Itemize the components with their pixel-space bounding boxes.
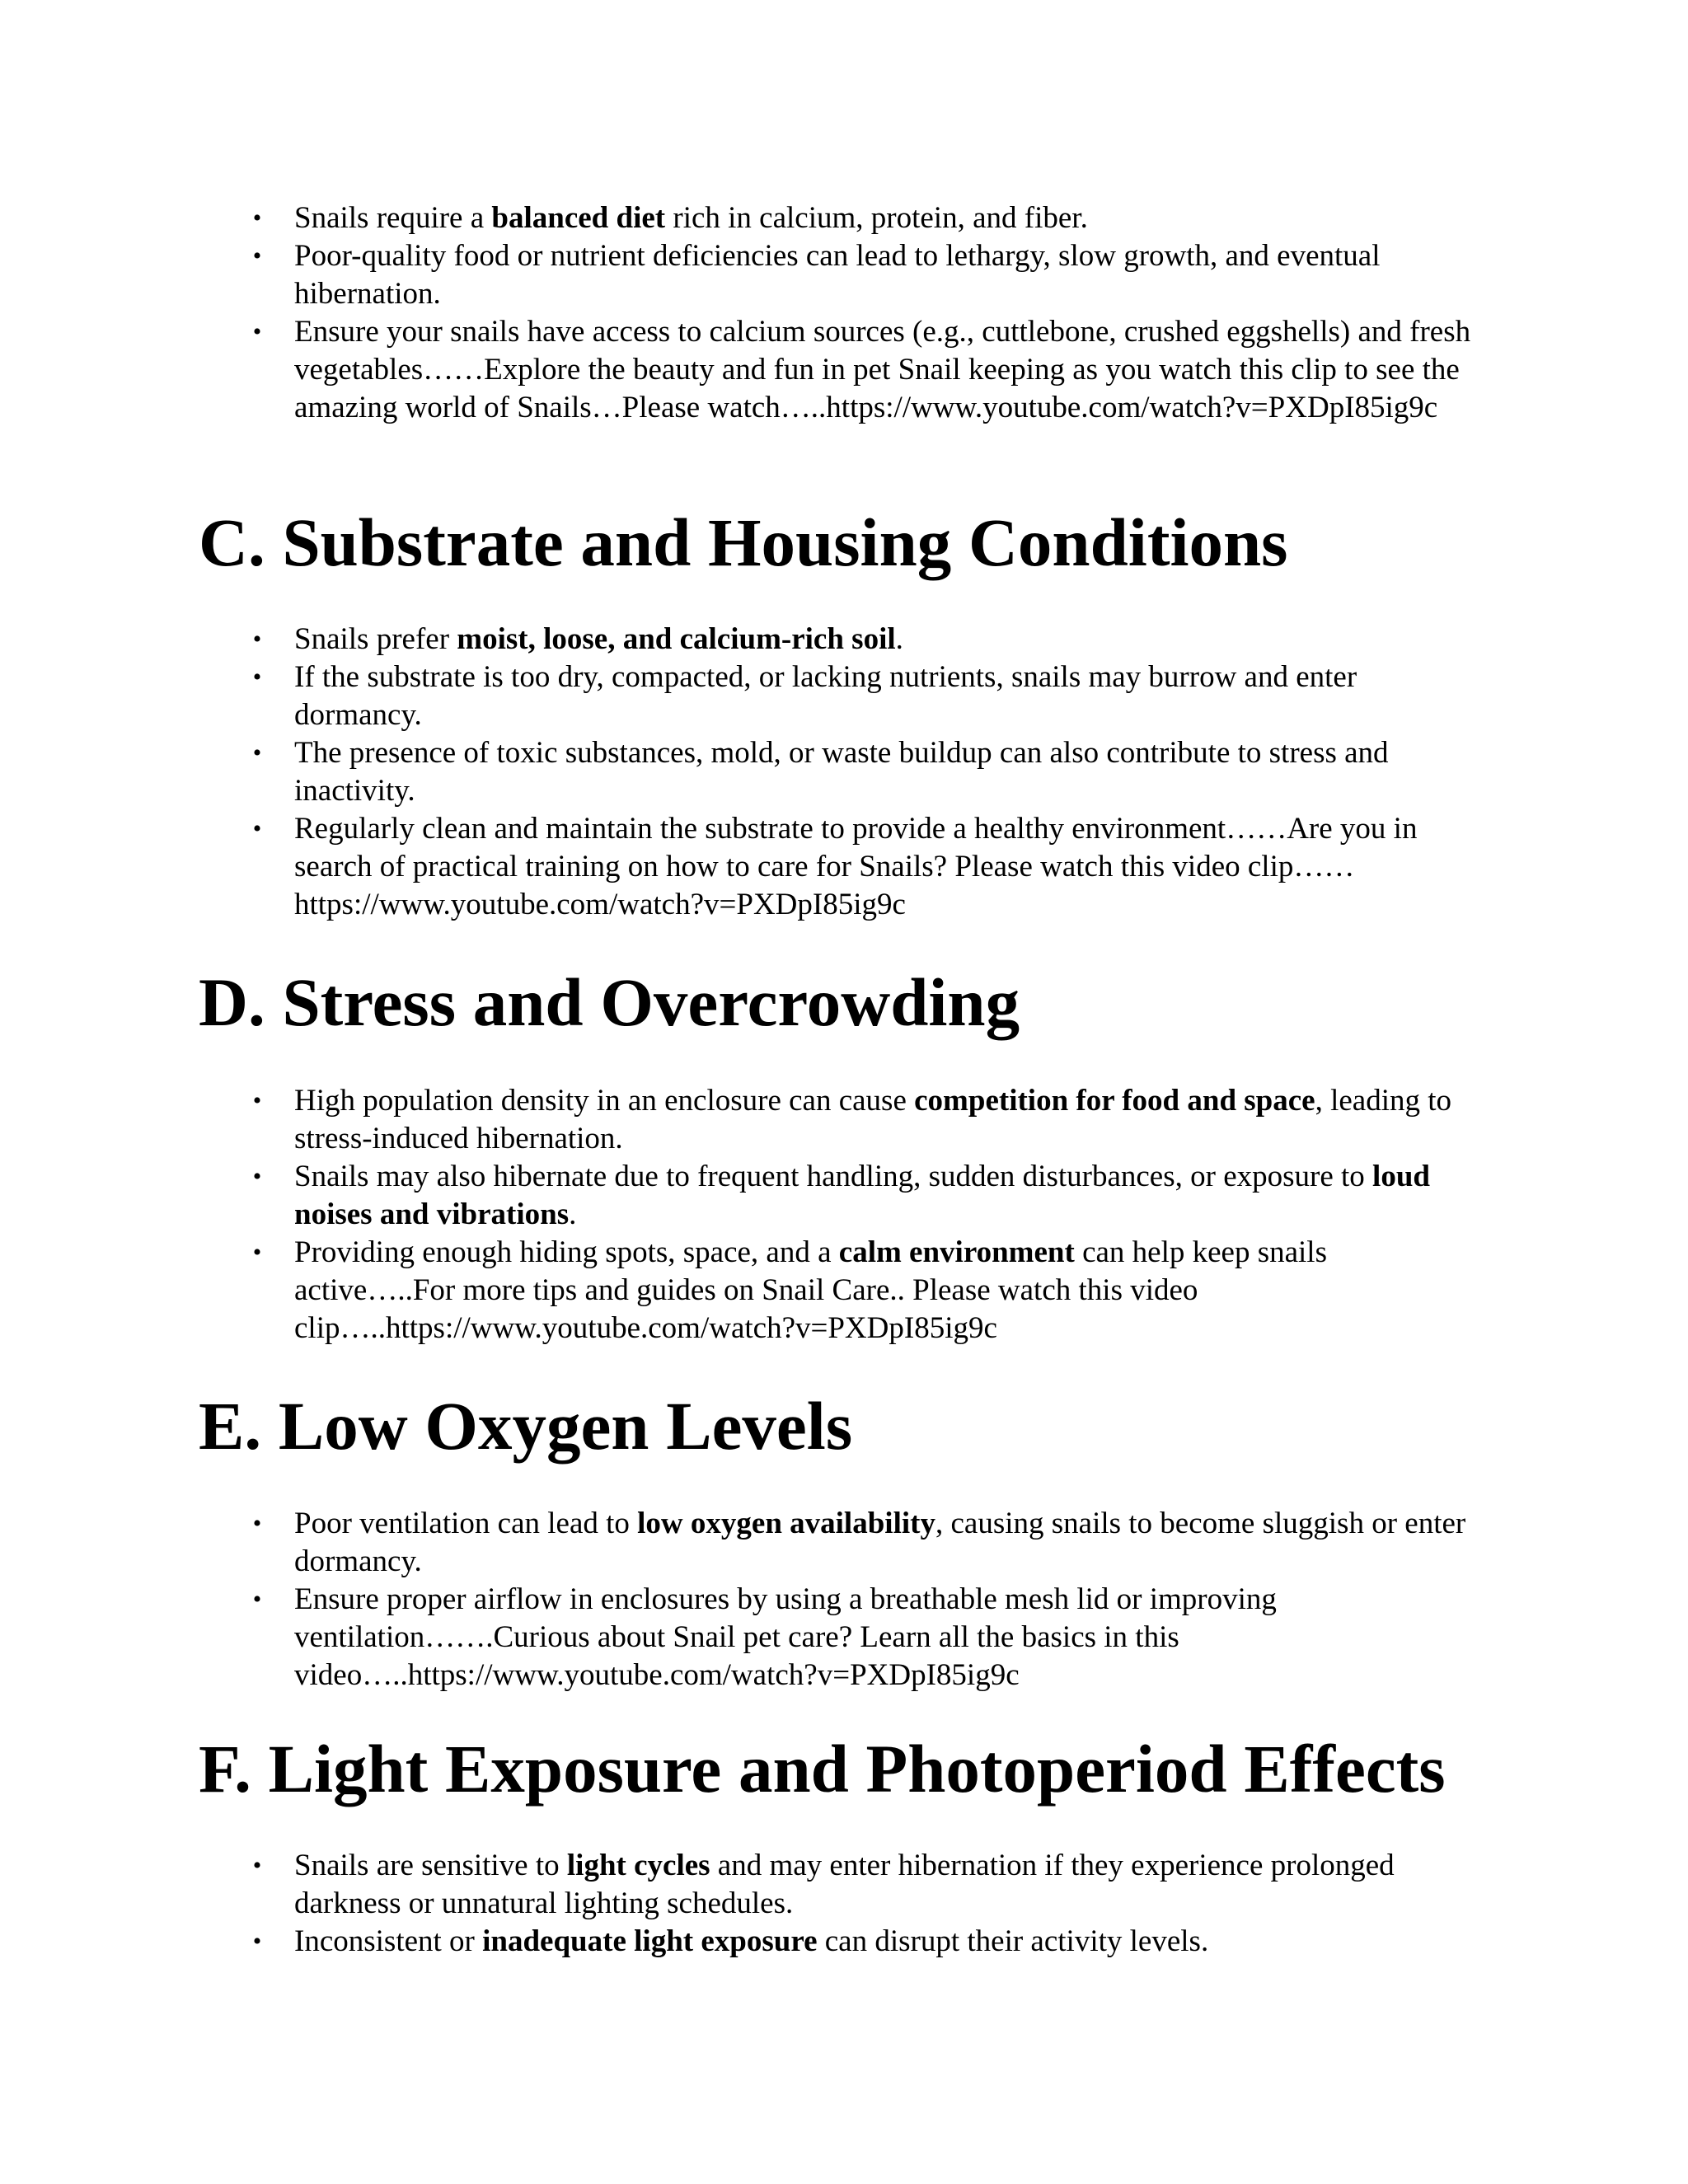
bullet-icon: • [252,1163,262,1190]
section-heading-e: E. Low Oxygen Levels [199,1388,853,1464]
list-item: • Regularly clean and maintain the substrate to provide a healthy environment……Are you in search of practical training on how to care for Snails? Please watch this video clip…… https://www.youtube.com/watch?v=PXDpI85ig9c [294,810,1489,924]
bullet-icon: • [252,1586,262,1613]
bullet-icon: • [252,318,262,345]
section-d-list [252,1082,1489,1347]
list-item: • High population density in an enclosure can cause competition for food and space, leading to stress-induced hibernation. [294,1082,1489,1158]
section-c-list [252,621,1489,924]
bullet-icon: • [252,242,262,269]
section-e-list [252,1505,1489,1694]
list-item: • Ensure proper airflow in enclosures by using a breathable mesh lid or improving ventilation…….Curious about Snail pet care? Learn all the basics in this video…..https://www.youtube.com/watch?v=PXDpI85ig9c [294,1581,1489,1694]
bullet-icon: • [252,1852,262,1879]
bullet-icon: • [252,1928,262,1955]
bullet-icon: • [252,815,262,842]
section-f-list [252,1847,1489,1961]
list-item: • Providing enough hiding spots, space, and a calm environment can help keep snails active…..For more tips and guides on Snail Care.. Please watch this video clip…..https://www.youtube.com/watch?v=PXDpI85ig9c [294,1234,1489,1347]
list-item: • Snails are sensitive to light cycles and may enter hibernation if they experience prolonged darkness or unnatural lighting schedules. [294,1847,1489,1923]
bullet-icon: • [252,1239,262,1266]
bullet-icon: • [252,739,262,766]
bullet-icon: • [252,1087,262,1114]
bullet-icon: • [252,626,262,653]
bullet-icon: • [252,663,262,691]
bullet-icon: • [252,204,262,232]
list-item: • Snails may also hibernate due to frequent handling, sudden disturbances, or exposure to loud noises and vibrations. [294,1158,1489,1234]
list-item: • Inconsistent or inadequate light exposure can disrupt their activity levels. [294,1923,1489,1961]
list-item: • If the substrate is too dry, compacted, or lacking nutrients, snails may burrow and enter dormancy. [294,658,1489,734]
section-b-list [252,199,1489,427]
section-heading-f: F. Light Exposure and Photoperiod Effects [199,1731,1446,1807]
section-heading-d: D. Stress and Overcrowding [199,964,1020,1040]
bullet-icon: • [252,1510,262,1537]
list-item: • Snails prefer moist, loose, and calcium-rich soil. [294,621,1489,658]
section-heading-c: C. Substrate and Housing Conditions [199,504,1288,580]
list-item: • Ensure your snails have access to calcium sources (e.g., cuttlebone, crushed eggshells) and fresh vegetables……Explore the beauty and fun in pet Snail keeping as you watch this clip to see the amazing world of Snails…Please watch…..https://www.youtube.com/watch?v=PXDpI85ig9c [294,313,1489,427]
list-item: • The presence of toxic substances, mold, or waste buildup can also contribute to stress and inactivity. [294,734,1489,810]
list-item: • Poor ventilation can lead to low oxygen availability, causing snails to become sluggish or enter dormancy. [294,1505,1489,1581]
list-item: • Poor-quality food or nutrient deficiencies can lead to lethargy, slow growth, and eventual hibernation. [294,237,1489,313]
list-item: • Snails require a balanced diet rich in calcium, protein, and fiber. [294,199,1489,237]
